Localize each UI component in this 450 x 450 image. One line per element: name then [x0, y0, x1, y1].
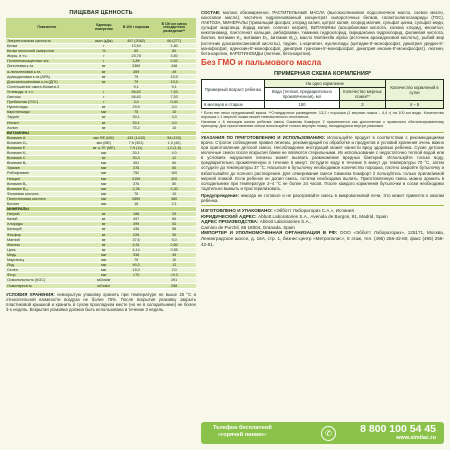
feeding-header-row [202, 79, 444, 87]
nutrition-cell: Тиамин [6, 166, 88, 171]
nutrition-cell: Марганец [6, 258, 88, 263]
nutrition-cell: 258 [152, 283, 196, 288]
nutrition-cell: 376 [120, 166, 152, 171]
nutrition-cell: мкг [88, 252, 120, 257]
nutrition-cell: Докозагексаеновая к-та (ДГК) [6, 79, 88, 84]
nutrition-cell: Йод [6, 263, 88, 268]
nutrition-cell: 448 [152, 64, 196, 69]
nutrition-header-cell: В 100 мл смеси стандартного разведения** [152, 18, 196, 39]
feeding-age: 6 месяцев и старше [202, 100, 265, 108]
nutrition-cell: 433 (1443) [120, 135, 152, 140]
nutrition-cell: 75 [120, 191, 152, 196]
nutrition-cell: мг [88, 105, 120, 110]
info-panel [201, 10, 444, 249]
nutrition-cell: Витамин D₃ [6, 140, 88, 145]
feeding-col-water: Вода (теплая, предварительно прокипяченная), мл [264, 87, 339, 100]
nutrition-cell: 58 (193) [152, 135, 196, 140]
nutrition-cell: Белки [6, 44, 88, 49]
nutrition-cell: 50 [152, 166, 196, 171]
nutrition-cell: 188 [120, 212, 152, 217]
nutrition-cell: МИНЕРАЛЫ [6, 207, 88, 212]
nutrition-cell: 3,89 [120, 59, 152, 64]
nutrition-cell: мкг [88, 202, 120, 207]
nutrition-cell: Витамин B₁ [6, 161, 88, 166]
nutrition-cell: 436 [120, 227, 152, 232]
nutrition-cell: 90,3 [120, 156, 152, 161]
nutrition-cell: Полиненасыщенные ж/к [6, 59, 88, 64]
nutrition-cell: 291 [152, 278, 196, 283]
nutrition-header-cell: В 100 г порошка [120, 18, 152, 39]
nutrition-cell: 3,0 [120, 100, 152, 105]
nutrition-cell: Селен [6, 268, 88, 273]
feeding-count: 4 – 5 [385, 100, 443, 108]
nutrition-cell: 100 [152, 171, 196, 176]
nutrition-cell: 60 [152, 161, 196, 166]
nutrition-cell: мг α-TE (МЕ) [88, 145, 120, 150]
nutrition-cell: Каротиноиды [6, 110, 88, 115]
nutrition-cell: Витамин А [6, 135, 88, 140]
nutrition-cell: 380 [152, 196, 196, 201]
nutrition-cell: 0,30 [152, 186, 196, 191]
warning [201, 193, 444, 203]
nutrition-cell: 56,62 [120, 95, 152, 100]
nutrition-cell [120, 283, 152, 288]
hotline-phone-number[interactable]: 8 800 100 54 45 [360, 423, 436, 435]
nutrition-cell: α-линоленовая к-та [6, 69, 88, 74]
nutrition-cell: Таурин [6, 115, 88, 120]
nutrition-cell: Витамин С [6, 156, 88, 161]
nutrition-cell: мОсм/л [88, 283, 120, 288]
storage-conditions [6, 292, 196, 312]
nutrition-cell: 0,52 [152, 59, 196, 64]
nutrition-cell: 30,1 [120, 115, 152, 120]
instructions [201, 135, 444, 191]
website-link[interactable]: www.similac.ru [396, 435, 436, 441]
nutrition-cell: мг [88, 64, 120, 69]
nutrition-cell: мг [88, 227, 120, 232]
nutrition-cell: мкг [88, 196, 120, 201]
nutrition-cell: 4,0 [152, 115, 196, 120]
nutrition-cell: 66 (277) [152, 39, 196, 44]
nutrition-cell: 451 [120, 161, 152, 166]
nutrition-cell: г [88, 95, 120, 100]
nutrition-cell: 4,14 [120, 247, 152, 252]
nutrition-cell: 7,53 [152, 89, 196, 94]
nutrition-cell: 3159 [120, 176, 152, 181]
storage-text: невскрытую упаковку хранить при температуре не выше 25 °С и относительной влажности воздуха не более 75%. После вскрытия упаковку закрыть пластиковой крышкой и хранить в сухом прохладном месте (но не в холодильнике) не более 3-х недель. Вскрытая упаковка должна быть использована в течение 3 недель. [6, 291, 196, 312]
nutrition-cell: Цинк [6, 247, 88, 252]
production-address-line-2: Camino de Purchil, 68 18004, Granada, Spain [201, 224, 295, 230]
nutrition-cell: Пребиотики (ГОС) [6, 100, 88, 105]
nutrition-cell: 15,0 [120, 268, 152, 273]
nutrition-cell: мг [88, 120, 120, 125]
nutrition-cell: Натрий [6, 212, 88, 217]
nutrition-cell: 2,0 [152, 268, 196, 273]
nutrition-cell: 10,5 [152, 79, 196, 84]
nutrition-cell: мкг [88, 191, 120, 196]
hotline-label [213, 425, 272, 439]
nutrition-cell: Рибофлавин [6, 171, 88, 176]
nutrition-cell: Кальций [6, 227, 88, 232]
nutrition-cell: % [88, 49, 120, 54]
nutrition-cell: Витамин E [6, 145, 88, 150]
nutrition-cell: Осмоляльность (КОС) [6, 278, 88, 283]
nutrition-cell: Медь [6, 252, 88, 257]
nutrition-cell: 25 [152, 212, 196, 217]
nutrition-cell: 399 [120, 222, 152, 227]
nutrition-cell: мкг [88, 151, 120, 156]
nutrition-cell: 369 [120, 69, 152, 74]
nutrition-cell: г [88, 89, 120, 94]
nutrition-cell: 752 [120, 171, 152, 176]
nutrition-cell: 10,5 [152, 74, 196, 79]
nutrition-cell: 0,55 [152, 247, 196, 252]
nutrition-cell: мкг [88, 176, 120, 181]
nutrition-cell: мкг [88, 171, 120, 176]
nutrition-cell: Ниацин [6, 176, 88, 181]
feeding-note: Начиная с 6 месяцев жизни ребенка смесь Симилак Комфорт 2 применяется как дополнение к правильно сбалансированному прикорму. Для приготовления смеси используйте только мерную ложку, находящуюся внутри упаковки. [201, 119, 444, 129]
nutrition-cell: 0,60 [152, 242, 196, 247]
nutrition-cell: мг [88, 237, 120, 242]
feeding-notes [201, 111, 444, 129]
instructions-text: Используйте продукт в соответствии с рекомендациями врача. Строгое соблюдение правил гигиены, рекомендаций по обработке и продуктов и условий хранения очень важно при приготовлении детской смеси. Несоблюдение инструкций может нанести вред здоровью ребенка. Сухие детские молочные смеси после вскрытия банки не являются стерильными. Их использование с недостаточно теплой водой или в условиях нарушения гигиены может вызвать размножение вредных бактерий. Используйте только воду, предварительно прокипяченную в течение 5 минут. Остудите воду в течение 5 минут до температуры 70 °С, затем остудите до температуры 37 °С. Насыпьте в бутылочку необходимое количество порошка, плотно закройте бутылочку и взбалтывайте до полного растворения. Для отмеривания смеси Симилак Комфорт 2 пользуйтесь только прилагаемой мерной ложкой. Если ребенок не допил смесь, остатки необходимо вылить. Приготовленную смесь можно хранить в холодильнике при температуре 2–4 °С не более 24 часов. После каждого кормления бутылочки и соски необходимо тщательно вымыть и простерилизовать. [201, 134, 444, 191]
nutrition-table [6, 18, 196, 289]
nutrition-cell: <70 [120, 273, 152, 278]
nutrition-cell: 497 [120, 217, 152, 222]
composition-text: молоко обезжиренное, РАСТИТЕЛЬНЫЕ МАСЛА (высокоолеиновое подсолнечное масло, соевое масло, кокосовое масло), частично гидролизованный концентрат сывороточных белков, галактоолигосахариды (ГОС), ЛАКТОЗА, МИНЕРАЛЫ (трикальций фосфат, хлорид калия, цитрат калия, хлорид магния, сульфат цинка, сульфат меди, сульфат марганца, йодид калия, селенат натрия), ВИТАМИНЫ (аскорбиновая кислота, холина хлорид, инозитол, никотинамид, пантотенат кальция, рибофлавин, тиамина гидрохлорид, пиридоксина гидрохлорид, фолиевая кислота, биотин, витамин K₁, витамин D₃, витамин B₁₂), масло Mortierella alpina (источник арахидоновой кислоты), рыбий жир (источник докозагексаеновой кислоты), таурин, L-карнитин, нуклеотиды (цитидин-5'-монофосфат, динатрия уридин-5'-монофосфат, аденозин-5'-монофосфат, динатрия гуанозин-5'-монофосфат, динатрия инозин-5'-монофосфат), лютеин, бета-каротин, КАРОТИНОИДЫ (лютеин, бета-каротин). [201, 10, 444, 56]
storage-label: УСЛОВИЯ ХРАНЕНИЯ: [6, 291, 55, 297]
nutrition-cell: мОсм/кг [88, 278, 120, 283]
nutrition-cell: 29,9 [120, 105, 152, 110]
manufacturer-info [201, 208, 444, 247]
nutrition-cell: Углеводы, в т.ч. [6, 89, 88, 94]
nutrition-cell: Арахидоновая к-та (АРА) [6, 74, 88, 79]
nutrition-cell: Фолиевая кислота [6, 191, 88, 196]
nutrition-cell: 60 [120, 49, 152, 54]
feeding-data-row [202, 100, 444, 108]
nutrition-cell: мг [88, 125, 120, 130]
nutrition-cell: 66 [152, 217, 196, 222]
nutrition-cell: Витамин K₁ [6, 151, 88, 156]
nutrition-cell: г [88, 100, 120, 105]
nutrition-cell: 10 [152, 191, 196, 196]
nutrition-header-cell: Показатели [6, 18, 88, 39]
nutrition-cell: мкг [88, 161, 120, 166]
nutrition-cell: 25,78 [120, 54, 152, 59]
nutrition-cell: Осмолярность [6, 283, 88, 288]
nutrition-cell: 75 [120, 258, 152, 263]
nutrition-cell: Нуклеотиды [6, 105, 88, 110]
nutrition-cell: 53 [152, 222, 196, 227]
composition-label: СОСТАВ: [201, 10, 221, 15]
nutrition-cell: 37,6 [120, 237, 152, 242]
production-address-label: АДРЕС ПРОИЗВОДСТВА: [201, 219, 259, 225]
nutrition-cell: 5,0 [152, 237, 196, 242]
nutrition-cell: Жиры, в т.ч. [6, 54, 88, 59]
hotline-contacts [360, 423, 436, 442]
nutrition-cell: Железо [6, 242, 88, 247]
nutrition-cell: мг [88, 242, 120, 247]
nutrition-cell: 90,3 [120, 263, 152, 268]
nutrition-cell: 1,80 [152, 44, 196, 49]
hotline-banner [201, 422, 444, 444]
nutrition-cell: 2,26 [120, 186, 152, 191]
nutrition-cell: 7,5 (301) [120, 140, 152, 145]
nutrition-cell: 49 [152, 69, 196, 74]
nutrition-cell: 9,1 [152, 84, 196, 89]
feeding-scoops: 3 [339, 100, 385, 108]
manufacturer-value: «Эбботт Лабораториз С.А.», Испания [273, 208, 354, 214]
nutrition-cell: 4,0 [152, 120, 196, 125]
nutrition-cell: 75,2 [120, 125, 152, 130]
feeding-note: * Если нет иных предписаний врача. **Стандартное разведение: 13,2 г порошка (1 мерная ложка – 4,4 г) на 100 мл воды. Количество порошка с 1 мерной ложки может незначительно отличаться. [201, 110, 444, 120]
divider [201, 205, 444, 206]
nutrition-cell: Белки молочной сыворотки [6, 49, 88, 54]
nutrition-cell: 1,0 (40) [152, 140, 196, 145]
composition [201, 10, 444, 56]
nutrition-cell: г [88, 59, 120, 64]
nutrition-cell: 7,53 [152, 95, 196, 100]
feeding-title: ПРИМЕРНАЯ СХЕМА КОРМЛЕНИЯ* [273, 70, 372, 77]
nutrition-cell: мкг [88, 110, 120, 115]
nutrition-cell: мкг [88, 268, 120, 273]
nutrition-cell: 3,50 [152, 54, 196, 59]
nutrition-cell: мг [88, 115, 120, 120]
nutrition-cell: 3369 [120, 64, 152, 69]
nutrition-panel [6, 10, 196, 312]
nutrition-cell: мг [88, 156, 120, 161]
nutrition-cell: мг [88, 212, 120, 217]
nutrition-cell: 13,54 [120, 44, 152, 49]
nutrition-cell: Биотин [6, 202, 88, 207]
nutrition-cell: Хлориды [6, 222, 88, 227]
instructions-label: УКАЗАНИЯ ПО ПРИГОТОВЛЕНИЮ И ИСПОЛЬЗОВАНИЮ: [201, 134, 326, 140]
feeding-col-group: На одно кормление [264, 79, 385, 87]
nutrition-cell: 12 [152, 263, 196, 268]
nutrition-cell: 10 [152, 125, 196, 130]
nutrition-cell: 60 [152, 49, 196, 54]
nutrition-cell: 376 [120, 181, 152, 186]
nutrition-cell: 16 [120, 202, 152, 207]
legal-address-value: Abbott Laboratories S.A., Avenida de Burgos, 91, Madrid, Spain [258, 213, 388, 219]
nutrition-cell: Фосфор [6, 232, 88, 237]
importer-line [201, 230, 444, 247]
warning-label: Предупреждение: [201, 192, 240, 198]
nutrition-row [6, 39, 196, 44]
nutrition-cell: 2,1 [152, 202, 196, 207]
nutrition-header-row [6, 18, 196, 39]
nutrition-cell: <9,3 [152, 273, 196, 278]
nutrition-cell: 56,62 [120, 89, 152, 94]
nutrition-cell: г [88, 54, 120, 59]
nutrition-cell: г [88, 44, 120, 49]
feeding-table [201, 79, 444, 109]
nutrition-cell: 1,0 (1,5) [152, 145, 196, 150]
nutrition-cell: 497 (2082) [120, 39, 152, 44]
nutrition-cell: Пантотеновая кислота [6, 196, 88, 201]
nutrition-cell: 338 [120, 252, 152, 257]
nutrition-cell: Магний [6, 237, 88, 242]
feeding-col-scoops: Количество мерных ложек** [339, 87, 385, 100]
nutrition-cell: 4,51 [120, 242, 152, 247]
feeding-col-feedings: Количество кормлений в сутки [385, 79, 443, 100]
nutrition-cell: 4,0 [152, 105, 196, 110]
nutrition-title: ПИЩЕВАЯ ЦЕННОСТЬ [69, 10, 133, 16]
nutrition-cell: Энергетическая ценность [6, 39, 88, 44]
warning-text: никогда не готовьте и не разогревайте смесь в микроволновой печи. Это может привести к ожогам ребенка. [201, 192, 445, 203]
nutrition-cell: Соотношение омега-6/омега-3 [6, 84, 88, 89]
nutrition-cell: 226 [120, 232, 152, 237]
nutrition-cell: 58 [152, 227, 196, 232]
nutrition-cell: ккал (кДж) [88, 39, 120, 44]
feeding-water: 180 [264, 100, 339, 108]
nutrition-cell: 9,1 [120, 84, 152, 89]
nutrition-cell: мг [88, 217, 120, 222]
nutrition-header-cell: Единицы измерения [88, 18, 120, 39]
nutrition-cell: 50 [152, 181, 196, 186]
nutrition-cell: 79 [120, 74, 152, 79]
nutrition-cell: 30 [152, 232, 196, 237]
feeding-col-age: Примерный возраст ребенка [202, 79, 265, 100]
divider [201, 132, 444, 133]
nutrition-cell: мкг [88, 186, 120, 191]
importer-value: ООО «Эбботт Лэбораториз», 125171, Москва, Ленинградское шоссе, д. 16А, стр. 1, бизнес-центр «Метрополис», 6 этаж, тел. (495) 258-42-80, факс (495) 258-42-81. [201, 230, 444, 247]
nutrition-cell: Фтор [6, 273, 88, 278]
nutrition-cell: 30,1 [120, 120, 152, 125]
nutrition-cell: мг [88, 69, 120, 74]
nutrition-cell: 30,1 [120, 151, 152, 156]
nutrition-cell: мкг [88, 181, 120, 186]
phone-icon: ✆ [321, 426, 336, 441]
importer-label: ИМПОРТЕР И УПОЛНОМОЧЕННАЯ ОРГАНИЗАЦИЯ В РФ: [201, 230, 338, 236]
nutrition-cell: 7,5 (11) [120, 145, 152, 150]
nutrition-cell: Витамин B₆ [6, 181, 88, 186]
nutrition-cell: 420 [152, 176, 196, 181]
nutrition-cell: 2859 [120, 196, 152, 201]
nutrition-cell: Линолевая к-та [6, 64, 88, 69]
nutrition-cell: 0,40 [152, 100, 196, 105]
nutrition-cell: 75 [120, 110, 152, 115]
nutrition-cell: мкг [88, 258, 120, 263]
nutrition-cell: мкг [88, 273, 120, 278]
nutrition-cell: 4,0 [152, 151, 196, 156]
nutrition-cell: мкг (МЕ) [88, 140, 120, 145]
nutrition-cell: 10 [152, 258, 196, 263]
nutrition-cell: Холин [6, 125, 88, 130]
production-address-value: Abbott Laboratories S.A., [259, 219, 312, 225]
manufacturer-label: ИЗГОТОВЛЕНО И УПАКОВАНО: [201, 208, 273, 214]
nutrition-cell: ВИТАМИНЫ [6, 130, 88, 135]
nutrition-cell: Лактоза [6, 95, 88, 100]
nutrition-cell: мкг RE (МЕ) [88, 135, 120, 140]
nutrition-body [6, 39, 196, 289]
nutrition-cell: мкг [88, 166, 120, 171]
nutrition-cell: Калий [6, 217, 88, 222]
nutrition-cell: мг [88, 232, 120, 237]
gmo-free-claim: Без ГМО и пальмового масла [201, 57, 322, 67]
legal-address-label: ЮРИДИЧЕСКИЙ АДРЕС: [201, 213, 257, 219]
nutrition-cell: Витамин B₁₂ [6, 186, 88, 191]
nutrition-cell: 45 [152, 252, 196, 257]
nutrition-cell: мг [88, 74, 120, 79]
nutrition-cell: мг [88, 247, 120, 252]
nutrition-cell: мкг [88, 263, 120, 268]
nutrition-cell: 12 [152, 156, 196, 161]
hotline-label-line: Телефон бесплатной [213, 425, 272, 431]
nutrition-cell: мг [88, 79, 120, 84]
nutrition-cell: мг [88, 222, 120, 227]
nutrition-row [6, 283, 196, 288]
hotline-label-line: «горячей линии»: [217, 432, 267, 438]
nutrition-cell: 10 [152, 110, 196, 115]
nutrition-cell: 79 [120, 79, 152, 84]
nutrition-cell: Инозит [6, 120, 88, 125]
